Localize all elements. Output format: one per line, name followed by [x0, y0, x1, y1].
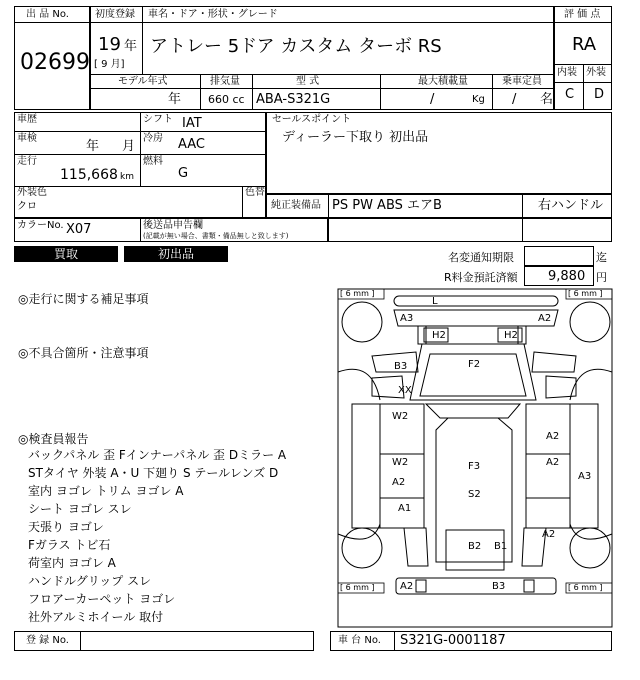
damage-mark: A2	[546, 431, 560, 442]
driving-notes-title: ◎走行に関する補足事項	[18, 292, 149, 306]
tire-depth-rear-right: [ 6 mm ]	[568, 583, 603, 592]
damage-mark: W2	[392, 457, 409, 468]
damage-mark: B3	[492, 581, 506, 592]
name-label: 車名・ドア・形状・グレード	[148, 9, 278, 20]
first-listing-badge: 初出品	[124, 246, 228, 262]
capacity-sep: /	[512, 92, 517, 107]
damage-mark: A2	[538, 313, 552, 324]
damage-mark: XX	[398, 385, 412, 396]
fuel-value: G	[178, 166, 189, 181]
car-name: アトレー 5ドア カスタム ターボ RS	[150, 36, 442, 57]
exterior-grade: D	[594, 87, 605, 102]
damage-mark: B3	[394, 361, 408, 372]
inspection-label: 車検	[17, 133, 37, 144]
inspector-title: ◎検査員報告	[18, 432, 89, 446]
tire-depth-front-left: [ 6 mm ]	[340, 289, 375, 298]
model-year-label: モデル年式	[118, 76, 168, 87]
displacement-label: 排気量	[210, 76, 240, 87]
chassis-vline	[394, 631, 395, 651]
recolor-label: 色替	[245, 187, 265, 198]
mileage-unit: km	[120, 172, 134, 182]
chassis-value: S321G-0001187	[400, 633, 506, 648]
damage-mark: H2	[504, 330, 518, 341]
recycle-label: R料金預託済額	[444, 271, 518, 284]
note-line: STタイヤ 外装 A・U 下廻り S テールレンズ D	[28, 466, 279, 480]
first-reg-year: 19	[98, 34, 121, 55]
damage-mark: B1	[494, 541, 508, 552]
grade-value: RA	[572, 34, 597, 55]
note-line: 天張り ヨゴレ	[28, 520, 104, 534]
model-label: 型 式	[296, 76, 320, 87]
deadline-unit: 迄	[596, 251, 607, 264]
interior-grade: C	[565, 87, 575, 102]
shift-value: IAT	[182, 116, 202, 131]
damage-mark: F2	[468, 359, 481, 370]
defects-title: ◎不具合箇所・注意事項	[18, 346, 149, 360]
displacement: 660 cc	[208, 93, 245, 106]
max-load-label: 最大積載量	[418, 76, 468, 87]
damage-mark: B2	[468, 541, 482, 552]
model-code: ABA-S321G	[256, 92, 331, 107]
history-label: 車歴	[17, 114, 37, 125]
purchase-badge: 買取	[14, 246, 118, 262]
note-line: 社外アルミホイール 取付	[28, 610, 164, 624]
equipment-label: 純正装備品	[271, 200, 321, 211]
shift-label: シフト	[143, 114, 173, 125]
damage-mark: F3	[468, 461, 481, 472]
ac-label: 冷房	[143, 133, 163, 144]
exterior-label: 外装	[586, 67, 606, 78]
grade-label: 評 価 点	[564, 9, 601, 20]
lot-number: 02699	[20, 50, 90, 75]
damage-mark: A2	[542, 529, 556, 540]
note-line: 室内 ヨゴレ トリム ヨゴレ A	[28, 484, 184, 498]
post-report-label: 後送品申告欄	[143, 220, 203, 231]
damage-mark: A2	[400, 581, 414, 592]
deadline-label: 名変通知期限	[448, 251, 514, 264]
damage-mark: A1	[398, 503, 412, 514]
color-label: 外装色	[17, 187, 47, 198]
post-report-note: (記載が無い場合、書類・備品無しと致します)	[143, 232, 289, 240]
recycle-unit: 円	[596, 271, 607, 284]
tire-depth-front-right: [ 6 mm ]	[568, 289, 603, 298]
note-line: フロアーカーペット ヨゴレ	[28, 592, 176, 606]
reg-no-vline	[80, 631, 81, 651]
damage-mark: A2	[546, 457, 560, 468]
interior-label: 内装	[557, 67, 577, 78]
first-reg-label: 初度登録	[95, 9, 135, 20]
note-line: バックパネル 歪 Fインナーパネル 歪 Dミラー A	[28, 448, 287, 462]
note-line: 荷室内 ヨゴレ A	[28, 556, 116, 570]
damage-mark: W2	[392, 411, 409, 422]
recycle-value: 9,880	[548, 269, 586, 284]
ac-value: AAC	[178, 137, 205, 152]
sales-text: ディーラー下取り 初出品	[282, 130, 429, 145]
lot-label: 出 品 No.	[26, 9, 69, 20]
note-line: ハンドルグリップ スレ	[28, 574, 152, 588]
damage-mark: A2	[392, 477, 406, 488]
tire-depth-rear-left: [ 6 mm ]	[340, 583, 375, 592]
mileage-label: 走行	[17, 156, 37, 167]
steering-value: 右ハンドル	[538, 198, 604, 213]
damage-mark: H2	[432, 330, 446, 341]
sales-label: セールスポイント	[272, 114, 352, 125]
mileage-value: 115,668	[60, 167, 118, 183]
color-no-value: X07	[66, 222, 92, 237]
color-value: クロ	[17, 201, 37, 212]
equipment-value: PS PW ABS エアB	[332, 198, 442, 213]
inspection-month-unit: 月	[122, 139, 136, 154]
first-reg-month: [ 9 月]	[94, 59, 125, 70]
color-no-label: カラーNo.	[17, 220, 64, 231]
note-line: シート ヨゴレ スレ	[28, 502, 132, 516]
damage-mark: A3	[400, 313, 414, 324]
fuel-label: 燃料	[143, 156, 163, 167]
damage-mark: L	[432, 296, 438, 307]
damage-mark: S2	[468, 489, 481, 500]
max-load-sep: /	[430, 92, 435, 107]
model-year-unit: 年	[168, 92, 182, 107]
reg-no-label: 登 録 No.	[26, 635, 69, 646]
capacity-label: 乗車定員	[502, 76, 542, 87]
capacity-unit: 名	[540, 92, 554, 107]
chassis-label: 車 台 No.	[338, 635, 381, 646]
max-load-unit: Kg	[472, 94, 485, 105]
damage-mark: A3	[578, 471, 592, 482]
inspection-year-unit: 年	[86, 139, 100, 154]
note-line: Fガラス トビ石	[28, 538, 111, 552]
year-unit: 年	[124, 39, 138, 54]
